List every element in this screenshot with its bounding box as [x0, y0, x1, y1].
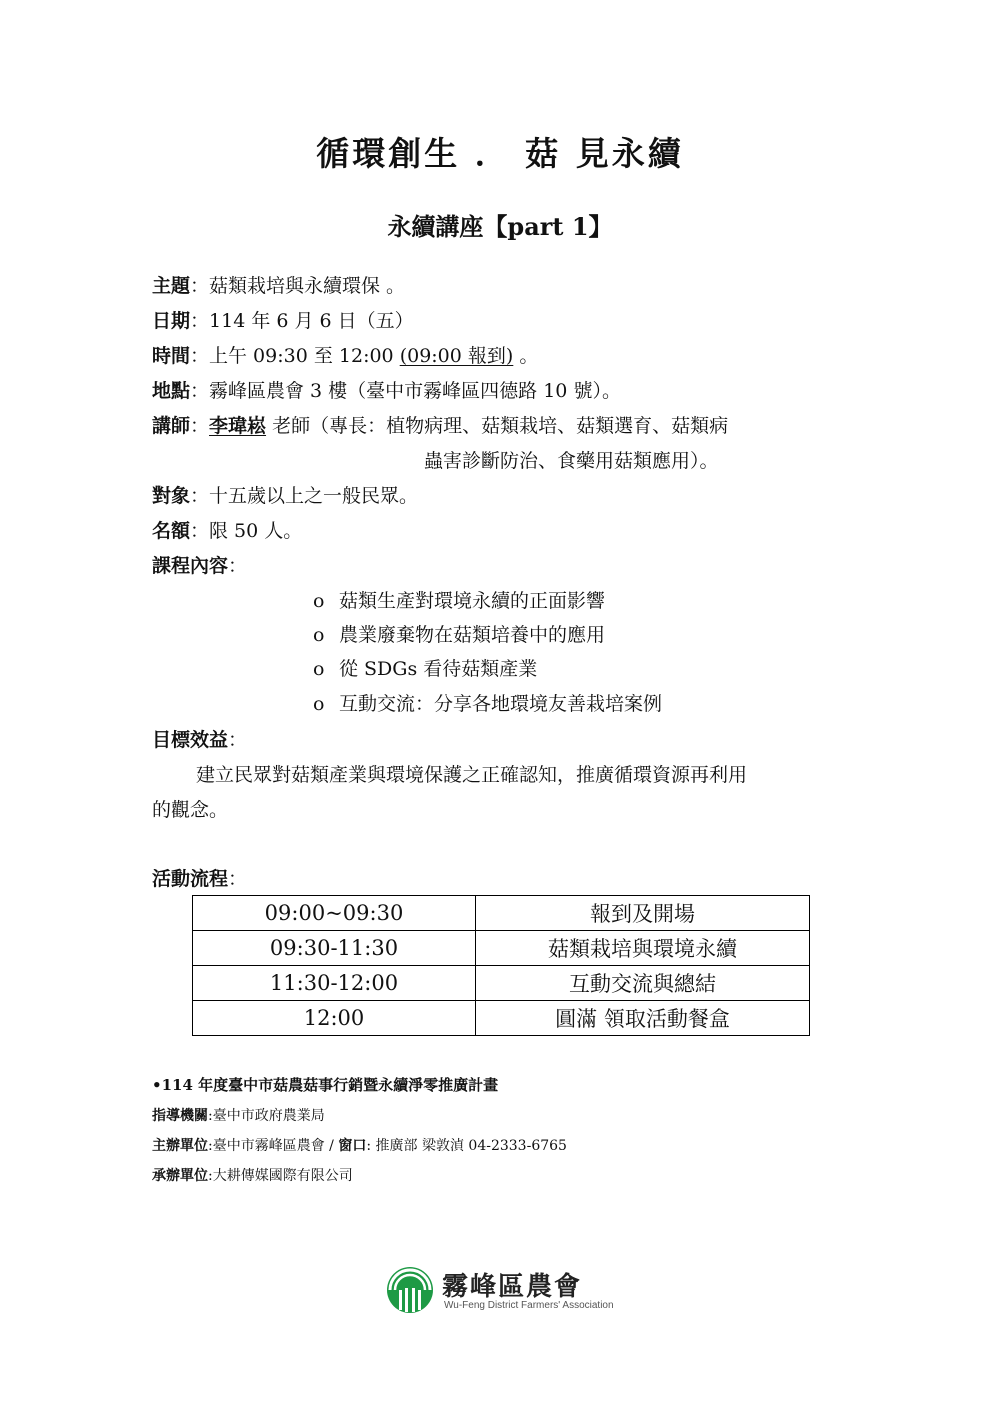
checkin-time: (09:00 報到) — [399, 345, 514, 367]
schedule-time: 09:30-11:30 — [193, 931, 476, 966]
info-course — [152, 552, 247, 580]
topic-label: 主題 — [152, 275, 191, 297]
goal-text-line1: 建立民眾對菇類產業與環境保護之正確認知，推廣循環資源再利用 — [196, 764, 748, 786]
course-item — [313, 655, 537, 683]
schedule-table — [192, 895, 810, 1036]
schedule-item: 圓滿 領取活動餐盒 — [476, 1001, 810, 1036]
organizer-value: :臺中市霧峰區農會 / — [208, 1138, 339, 1154]
schedule-colon: ： — [228, 868, 248, 890]
course-item — [313, 690, 662, 718]
lecturer-label: 講師 — [152, 415, 191, 437]
date-value: ：114 年 6 月 6 日（五） — [190, 310, 414, 332]
schedule-time: 12:00 — [193, 1001, 476, 1036]
schedule-item: 菇類栽培與環境永續 — [476, 931, 810, 966]
schedule-item: 報到及開場 — [476, 896, 810, 931]
info-lecturer — [152, 412, 728, 440]
course-item-text: 農業廢棄物在菇類培養中的應用 — [339, 624, 606, 646]
venue-value: ：霧峰區農會 3 樓（臺中市霧峰區四德路 10 號）。 — [190, 380, 621, 402]
bullet-icon: o — [313, 624, 325, 646]
course-item — [313, 621, 605, 649]
executor-line — [152, 1166, 353, 1186]
goal-label: 目標效益 — [152, 729, 229, 751]
guidance-line — [152, 1106, 325, 1126]
guidance-label: 指導機關 — [152, 1108, 208, 1124]
topic-value: ：菇類栽培與永續環保 。 — [190, 275, 406, 297]
contact-label: 窗口 — [338, 1138, 367, 1154]
info-quota — [152, 517, 302, 545]
bullet-icon: o — [313, 590, 325, 612]
lecturer-name: 李瑋崧 — [209, 415, 267, 437]
association-logo — [386, 1266, 626, 1322]
page-title: 循環創生 ． 菇 見永續 — [316, 134, 684, 173]
farmers-association-logo-icon — [386, 1266, 434, 1314]
course-label: 課程內容 — [152, 555, 229, 577]
table-row — [193, 1001, 810, 1036]
course-item-text: 菇類生產對環境永續的正面影響 — [339, 590, 606, 612]
table-row — [193, 931, 810, 966]
lecturer-value-line2: 蟲害診斷防治、食藥用菇類應用）。 — [424, 450, 719, 472]
time-suffix: 。 — [513, 345, 539, 367]
logo-english-name: Wu-Feng District Farmers' Association — [444, 1300, 614, 1311]
schedule-time: 09:00~09:30 — [193, 896, 476, 931]
contact-value: : 推廣部 梁敦湞 04-2333-6765 — [366, 1138, 567, 1154]
table-row — [193, 966, 810, 1001]
audience-value: ：十五歲以上之一般民眾。 — [190, 485, 419, 507]
info-time — [152, 342, 538, 370]
lecturer-value: 老師（專長：植物病理、菇類栽培、菇類選育、菇類病 — [266, 415, 729, 437]
info-venue — [152, 377, 621, 405]
quota-label: 名額 — [152, 520, 191, 542]
quota-value: ：限 50 人。 — [190, 520, 303, 542]
guidance-value: :臺中市政府農業局 — [208, 1108, 325, 1124]
course-colon: ： — [228, 555, 248, 577]
date-label: 日期 — [152, 310, 191, 332]
bullet-icon: o — [313, 693, 325, 715]
goal-heading — [152, 726, 247, 754]
schedule-item: 互動交流與總結 — [476, 966, 810, 1001]
time-value: ：上午 09:30 至 12:00 — [190, 345, 400, 367]
lecturer-colon: ： — [190, 415, 210, 437]
schedule-time: 11:30-12:00 — [193, 966, 476, 1001]
organizer-label: 主辦單位 — [152, 1138, 208, 1154]
time-label: 時間 — [152, 345, 191, 367]
course-item — [313, 587, 605, 615]
info-audience — [152, 482, 418, 510]
goal-text-line2: 的觀念。 — [152, 799, 229, 821]
venue-label: 地點 — [152, 380, 191, 402]
plan-title: •114 年度臺中市菇農菇事行銷暨永續淨零推廣計畫 — [152, 1076, 499, 1094]
course-item-text: 互動交流：分享各地環境友善栽培案例 — [339, 693, 663, 715]
page-subtitle: 永續講座【part 1】 — [387, 212, 613, 241]
audience-label: 對象 — [152, 485, 191, 507]
organizer-line — [152, 1136, 567, 1156]
schedule-label: 活動流程 — [152, 868, 229, 890]
schedule-heading — [152, 865, 247, 893]
executor-value: :大耕傳媒國際有限公司 — [208, 1168, 353, 1184]
goal-colon: ： — [228, 729, 248, 751]
info-date — [152, 307, 414, 335]
info-topic — [152, 272, 405, 300]
logo-name: 霧峰區農會 — [442, 1272, 583, 1302]
bullet-icon: o — [313, 658, 325, 680]
executor-label: 承辦單位 — [152, 1168, 208, 1184]
table-row — [193, 896, 810, 931]
course-item-text: 從 SDGs 看待菇類產業 — [339, 658, 538, 680]
